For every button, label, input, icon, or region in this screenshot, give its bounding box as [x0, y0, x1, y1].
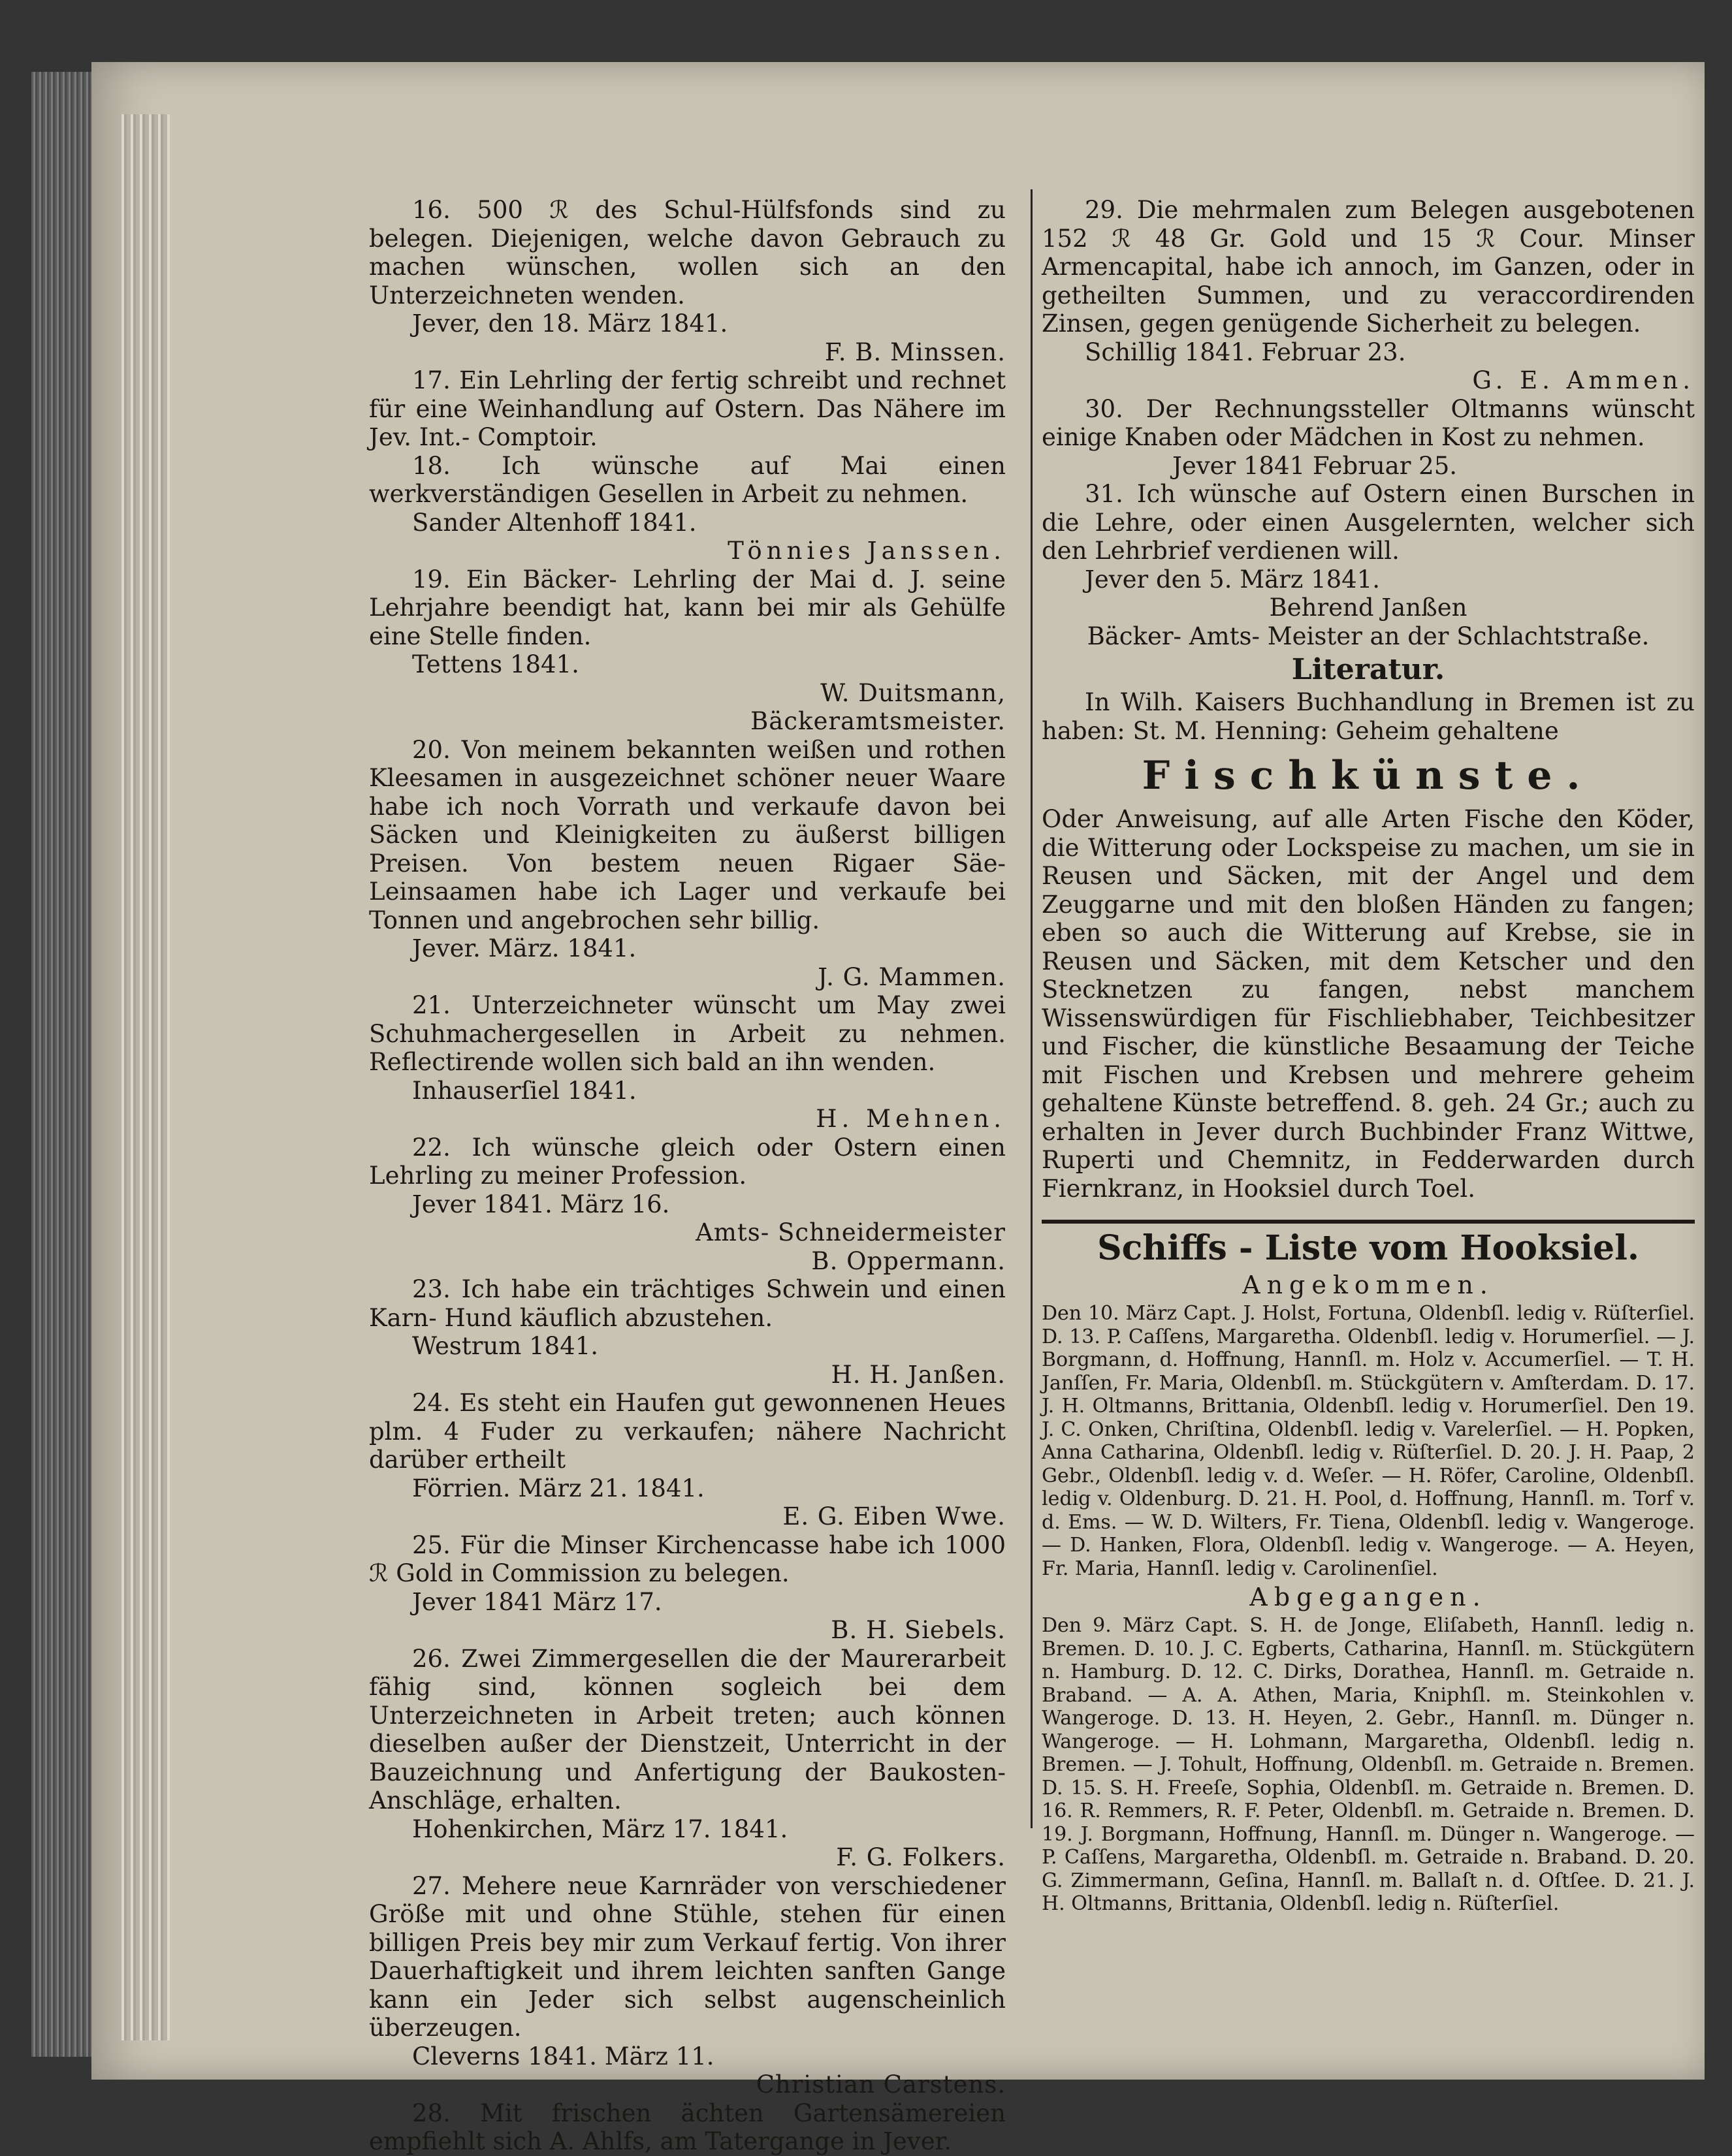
ad-30-text: 30. Der Rechnungssteller Oltmanns wünscht einige Knaben oder Mädchen in Kost zu nehmen. [1042, 394, 1695, 451]
ad-26-signature: F. G. Folkers. [836, 1843, 1006, 1871]
ad-27-place: Cleverns 1841. März 11. [412, 2042, 714, 2070]
right-column [1042, 196, 1695, 1916]
arrived-list: Den 10. März Capt. J. Holst, Fortuna, Oldenbſl. ledig v. Rüſterſiel. D. 13. P. Caſſens, Margaretha. Oldenbſl. ledig v. Horumerſiel. — J. Borgmann, d. Hoffnung, Hannſl. m. Holz v. Accumerſiel. — T. H. Janſſen, Fr. Maria, Oldenbſl. m. Stückgütern v. Amſterdam. D. 17. J. H. Oltmanns, Brittania, Oldenbſl. ledig v. Horumerſiel. Den 19. J. C. Onken, Chriſtina, Oldenbſl. ledig v. Varelerſiel. — H. Popken, Anna Catharina, Oldenbſl. ledig v. Rüſterſiel. D. 20. J. H. Paap, 2 Gebr., Oldenbſl. ledig v. d. Weſer. — H. Röfer, Caroline, Oldenbſl. ledig v. Oldenburg. D. 21. H. Pool, d. Hoffnung, Hannſl. m. Torf v. d. Ems. — W. D. Wilters, Fr. Tiena, Oldenbſl. ledig v. Wangeroge. — D. Hanken, Flora, Oldenbſl. ledig v. Wangeroge. — A. Heyen, Fr. Maria, Hannſl. ledig v. Carolinenſiel. [1042, 1302, 1695, 1580]
page-edges [118, 114, 170, 2040]
ad-20-signature: J. G. Mammen. [818, 962, 1006, 991]
literatur-body: Oder Anweisung, auf alle Arten Fische den Köder, die Witterung oder Lockspeise zu machen, um sie in Reusen und Säcken, mit der Angel und dem Zeuggarne und mit den bloßen Händen zu fangen; eben so auch die Witterung auf Krebse, sie in Reusen und Säcken, mit dem Ketscher und den Stecknetzen zu fangen, nebst manchem Wissenswürdigen für Fischliebhaber, Teichbesitzer und Fischer, die künstliche Besaamung der Teiche mit Fischen und Krebsen und mehrere geheim gehaltene Künste betreffend. 8. geh. 24 Gr.; auch zu erhalten in Jever durch Buchbinder Franz Wittwe, Ruperti und Chemnitz, in Fedderwarden durch Fiernkranz, in Hooksiel durch Toel. [1042, 805, 1695, 1203]
ad-23-place: Westrum 1841. [412, 1332, 599, 1360]
ad-24-signature: E. G. Eiben Wwe. [782, 1502, 1006, 1530]
ad-28-text: 28. Mit frischen ächten Gartensämereien empfiehlt sich A. Ahlfs, am Tatergange in Jever. [369, 2099, 1006, 2155]
literatur-book-title: Fischkünste. [1142, 753, 1595, 799]
ad-18-place: Sander Altenhoff 1841. [412, 508, 697, 537]
ad-19-signature: W. Duitsmann, [820, 678, 1006, 707]
ad-27-signature: Christian Carstens. [756, 2070, 1006, 2099]
ad-19-place: Tettens 1841. [412, 650, 579, 678]
ad-16-signature: F. B. Minssen. [824, 338, 1006, 366]
literatur-intro: In Wilh. Kaisers Buchhandlung in Bremen ist zu haben: St. M. Henning: Geheim gehaltene [1042, 688, 1695, 745]
schiffsliste-heading: Schiffs - Liste vom Hooksiel. [1097, 1228, 1639, 1268]
section-rule [1042, 1220, 1695, 1224]
ad-25-place: Jever 1841 März 17. [412, 1587, 662, 1616]
departed-list: Den 9. März Capt. S. H. de Jonge, Eliſabeth, Hannſl. ledig n. Bremen. D. 10. J. C. Egberts, Catharina, Hannſl. m. Stückgütern n. Hamburg. D. 12. C. Dirks, Dorathea, Hannſl. m. Getraide n. Braband. — A. A. Athen, Maria, Kniphſl. m. Steinkohlen v. Wangeroge. D. 13. H. Heyen, 2. Gebr., Hannſl. m. Dünger n. Wangeroge. — H. Lohmann, Margaretha, Oldenbſl. ledig n. Bremen. — J. Tohult, Hoffnung, Oldenbſl. m. Getraide n. Bremen. D. 15. S. H. Freeſe, Sophia, Oldenbſl. m. Getraide n. Bremen. D. 16. R. Remmers, R. F. Peter, Oldenbſl. m. Getraide n. Bremen. D. 19. J. Borgmann, Hoffnung, Hannſl. m. Dünger n. Wangeroge. — P. Caſſens, Margaretha, Oldenbſl. m. Getraide n. Braband. D. 20. G. Zimmermann, Geſina, Hannſl. m. Ballaſt n. d. Oſtſee. D. 21. J. H. Oltmanns, Brittania, Oldenbſl. ledig n. Rüſterſiel. [1042, 1614, 1695, 1915]
ad-26-text: 26. Zwei Zimmergesellen die der Maurerarbeit fähig sind, können sogleich bei dem Unterzeichneten in Arbeit treten; auch können dieselben außer der Dienstzeit, Unterricht in der Bauzeichnung und Anfertigung der Baukosten- Anschläge, erhalten. [369, 1644, 1006, 1815]
departed-heading: Abgegangen. [1249, 1583, 1487, 1611]
ad-20-text: 20. Von meinem bekannten weißen und rothen Kleesamen in ausgezeichnet schöner neuer Waare habe ich noch Vorrath und verkaufe davon bei Säcken und Kleinigkeiten zu äußerst billigen Preisen. Von bestem neuen Rigaer Säe- Leinsaamen habe ich Lager und verkaufe bei Tonnen und angebrochen sehr billig. [369, 735, 1006, 934]
ad-20-place: Jever. März. 1841. [412, 934, 637, 962]
ad-21-place: Inhauserſiel 1841. [412, 1076, 637, 1105]
ad-17-text: 17. Ein Lehrling der fertig schreibt und rechnet für eine Weinhandlung auf Ostern. Das Nähere im Jev. Int.- Comptoir. [369, 366, 1006, 451]
literatur-heading: Literatur. [1291, 653, 1445, 686]
ad-31-signature-line2: Bäcker- Amts- Meister an der Schlachtstraße. [1087, 622, 1650, 650]
ad-29-place: Schillig 1841. Februar 23. [1085, 338, 1406, 366]
ad-31-place: Jever den 5. März 1841. [1085, 565, 1381, 594]
arrived-heading: Angekommen. [1242, 1271, 1494, 1299]
ad-23-signature: H. H. Janßen. [831, 1360, 1006, 1389]
ad-22-place: Jever 1841. März 16. [412, 1190, 670, 1218]
ad-18-signature: Tönnies Janssen. [728, 537, 1006, 565]
column-divider [1031, 189, 1033, 1828]
ad-21-signature: H. Mehnen. [816, 1105, 1006, 1133]
ad-24-place: Förrien. März 21. 1841. [412, 1474, 705, 1502]
ad-21-text: 21. Unterzeichneter wünscht um May zwei Schuhmachergesellen in Arbeit zu nehmen. Reflectirende wollen sich bald an ihn wenden. [369, 991, 1006, 1076]
ad-31-signature: Behrend Janßen [1269, 594, 1467, 622]
ad-19-text: 19. Ein Bäcker- Lehrling der Mai d. J. seine Lehrjahre beendigt hat, kann bei mir als Gehülfe eine Stelle finden. [369, 565, 1006, 650]
ad-22-text: 22. Ich wünsche gleich oder Ostern einen Lehrling zu meiner Profession. [369, 1133, 1006, 1190]
ad-27-text: 27. Mehere neue Karnräder von verschiedener Größe mit und ohne Stühle, stehen für einen billigen Preis bey mir zum Verkauf fertig. Von ihrer Dauerhaftigkeit und ihrem leichten sanften Gange kann ein Jeder sich selbst augenscheinlich überzeugen. [369, 1871, 1006, 2042]
ad-19-signature-line2: Bäckeramtsmeister. [750, 707, 1006, 735]
ad-25-signature: B. H. Siebels. [831, 1616, 1006, 1644]
ad-16-place: Jever, den 18. März 1841. [412, 309, 728, 338]
ad-22-signature: Amts- Schneidermeister [696, 1218, 1006, 1246]
ad-26-place: Hohenkirchen, März 17. 1841. [412, 1815, 788, 1843]
ad-22-signature-line2: B. Oppermann. [811, 1246, 1006, 1275]
ad-31-text: 31. Ich wünsche auf Ostern einen Burschen in die Lehre, oder einen Ausgelernten, welcher sich den Lehrbrief verdienen will. [1042, 480, 1695, 565]
ad-23-text: 23. Ich habe ein trächtiges Schwein und einen Karn- Hund käuflich abzustehen. [369, 1275, 1006, 1332]
ad-18-text: 18. Ich wünsche auf Mai einen werkverständigen Gesellen in Arbeit zu nehmen. [369, 451, 1006, 508]
ad-30-place: Jever 1841 Februar 25. [1172, 451, 1457, 480]
left-column [369, 196, 1006, 2156]
ad-29-text: 29. Die mehrmalen zum Belegen ausgebotenen 152 ℛ 48 Gr. Gold und 15 ℛ Cour. Minser Armencapital, habe ich annoch, im Ganzen, oder in getheilten Summen, und zu veraccordirenden Zinsen, gegen genügende Sicherheit zu belegen. [1042, 196, 1695, 338]
ad-25-text: 25. Für die Minser Kirchencasse habe ich 1000 ℛ Gold in Commission zu belegen. [369, 1530, 1006, 1587]
ad-29-signature: G. E. Ammen. [1472, 366, 1695, 394]
ad-24-text: 24. Es steht ein Haufen gut gewonnenen Heues plm. 4 Fuder zu verkaufen; nähere Nachricht darüber ertheilt [369, 1389, 1006, 1474]
ad-16-text: 16. 500 ℛ des Schul-Hülfsfonds sind zu belegen. Diejenigen, welche davon Gebrauch zu machen wünschen, wollen sich an den Unterzeichneten wenden. [369, 196, 1006, 309]
